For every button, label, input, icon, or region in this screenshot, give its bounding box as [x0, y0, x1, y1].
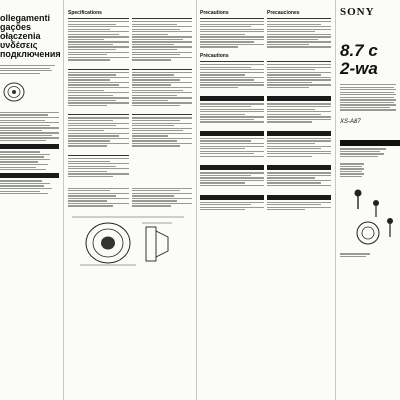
precautions-block-de [200, 93, 264, 123]
spec-table-pl [68, 158, 129, 177]
heading-fragment: ołączenia [0, 31, 41, 41]
precautions-block-sv [200, 162, 264, 187]
heading-fragment: gações [0, 22, 32, 32]
precautions-block-el [267, 128, 331, 158]
spec-table-es [132, 72, 193, 106]
connection-steps [0, 112, 59, 141]
heading-fragment: подключения [0, 49, 61, 59]
section-bar [200, 195, 264, 200]
section-bar [267, 165, 331, 170]
specifications-title: Specifications [68, 10, 102, 16]
parts-supplied-text [340, 148, 400, 157]
speaker-dimension-drawing [68, 211, 188, 267]
parts-list [68, 186, 192, 208]
footer-text [340, 253, 400, 257]
spec-table-fr [68, 72, 129, 106]
model-number: XS-A87 [340, 118, 361, 125]
precautions-block-es [267, 10, 331, 49]
mounting-notes [0, 180, 59, 194]
precautions-block-ru [267, 162, 331, 187]
precautions-block-nl [200, 128, 264, 158]
grille-icon [357, 218, 393, 244]
spec-table-en [68, 21, 129, 61]
section-bar [267, 195, 331, 200]
screw-icon [355, 190, 380, 218]
language-list [340, 84, 400, 111]
parts-supplied-banner [340, 140, 400, 147]
column-precautions [198, 0, 333, 400]
sony-logo: SONY [340, 6, 375, 18]
section-bar [0, 144, 59, 149]
section-bar [267, 131, 331, 136]
precauciones-title: Precauciones [267, 10, 300, 16]
precautions-block-fi [200, 192, 264, 212]
speaker-icon [2, 80, 26, 104]
spec-table-it [68, 117, 129, 146]
fold-line [335, 0, 336, 400]
heading-fragment: ollegamenti [0, 13, 51, 23]
model-title-line1: 8.7 c [340, 41, 378, 60]
supplied-parts-drawing [340, 181, 400, 251]
column-specifications [66, 0, 194, 400]
spec-table-de [132, 21, 193, 61]
parts-supplied-list [340, 163, 400, 177]
precautions-block-it [267, 53, 331, 89]
precautions-fr-title: Précautions [200, 53, 229, 60]
section-bar [200, 96, 264, 101]
connection-headings [0, 14, 59, 59]
precautions-title: Precautions [200, 10, 229, 16]
precautions-block-en [200, 10, 264, 49]
heading-fragment: υνδέσεις [0, 40, 38, 50]
section-bar [200, 131, 264, 136]
section-bar [267, 96, 331, 101]
column-connections [0, 0, 62, 400]
precautions-block-pt [267, 93, 331, 123]
fold-line [196, 0, 197, 400]
section-bar [0, 173, 59, 178]
spec-table-ru [132, 117, 193, 146]
column-cover [338, 0, 400, 400]
precautions-block-fr [200, 53, 264, 89]
model-title-line2: 2-wa [340, 59, 378, 78]
fold-line [63, 0, 64, 400]
wiring-diagram-notes [0, 151, 59, 170]
intro-text [0, 65, 59, 74]
precautions-block-pl [267, 192, 331, 212]
section-bar [200, 165, 264, 170]
